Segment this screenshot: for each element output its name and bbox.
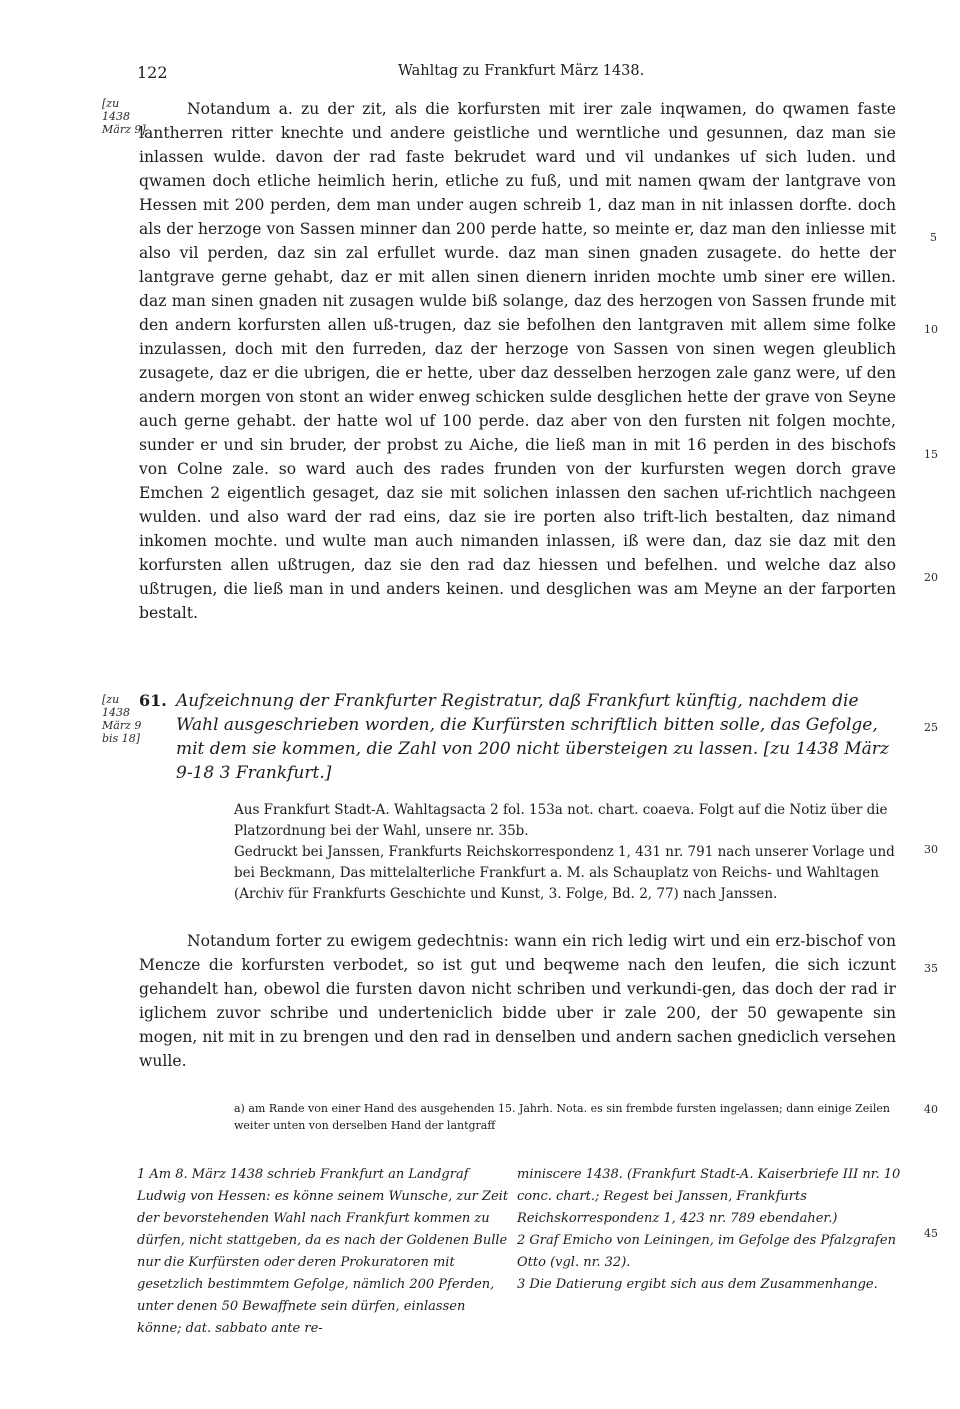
footnote-1-continued: miniscere 1438. (Frankfurt Stadt-A. Kaiserbriefe III nr. 10 conc. chart.; Regest bei Janssen, Frankfurts Reichskorrespondenz 1, 423 nr. 789 ebendaher.): [517, 1167, 901, 1226]
line-number: 15: [924, 448, 938, 461]
line-number: 45: [924, 1227, 938, 1240]
section-number: 61.: [139, 691, 167, 710]
side-note-line: bis 18]: [102, 732, 140, 745]
line-number: 35: [924, 962, 938, 975]
section-text: Notandum forter zu ewigem gedechtnis: wann ein rich ledig wirt und ein erz-bischof von Mencze die korfursten verbodet, so ist gut und beqweme nach den leufen, die sich iczunt gehandelt han, obewol die fursten davon nicht schriben und verkundi-gen, das doch der rad ir iglichem zuvor schribe und underteniclich bidde uber ir zale 200, der 50 gewapente sin mogen, nit mit in zu brengen und den rad in denselben und andern sachen gnediclich versehen wulle.: [139, 932, 896, 1070]
footnote-column-right: [517, 1164, 901, 1296]
side-note-line: 1438: [102, 706, 130, 719]
side-note-date-2: [102, 693, 141, 745]
section-title: Aufzeichnung der Frankfurter Registratur, daß Frankfurt künftig, nachdem die Wahl ausgeschrieben worden, die Kurfürsten schriftlich bitten solle, das Gefolge, mit dem sie kommen, die Zahl von 200 nicht übersteigen zu lassen. [zu 1438 März 9-18 3 Frankfurt.]: [176, 691, 889, 783]
source-printed: Gedruckt bei Janssen, Frankfurts Reichskorrespondenz 1, 431 nr. 791 nach unserer Vorlage und bei Beckmann, Das mittelalterliche Frankfurt a. M. als Schauplatz von Reichs- und Wahltagen (Archiv für Frankfurts Geschichte und Kunst, 3. Folge, Bd. 2, 77) nach Janssen.: [234, 844, 895, 902]
main-text-notandum: Notandum a. zu der zit, als die korfursten mit irer zale inqwamen, do qwamen faste lantherren ritter knechte und andere geistliche und werntliche und gesunnen, daz man sie inlassen wulde. davon der rad faste bekrudet ward und vil undankes uf sich luden. und qwamen doch etliche heimlich herin, etliche zu fuß, und mit namen qwam der lantgrave von Hessen mit 200 perden, dem man under augen schreib 1, daz man in nit inlassen dorfte. doch als der herzoge von Sassen minner dan 200 perde hatte, so meinte er, daz man den inliesse mit also vil perden, daz sin zal erfullet wurde. daz man sinen gnaden zusagete. do hette der lantgrave gerne gehabt, daz er mit allen sinen dienern inriden mochte umb siner ere willen. daz man sinen gnaden nit zusagen wulde biß solange, daz des herzogen von Sassen frunde mit den andern korfursten allen uß-trugen, daz sie befolhen den lantgraven mit allem sime folke inzulassen, doch mit den furreden, daz der herzoge von Sassen von sinen wegen gleublich zusagete, daz er die ubrigen, die er hette, uber daz desselben herzogen zale ganz were, uf den andern morgen von stont an wider enweg schicken sulde desglichen hette der grave von Seyne auch gerne gehabt. der hatte wol uf 100 perde. daz aber von den fursten nit folgen mochte, sunder er und sin bruder, der probst zu Aiche, die ließ man in mit 16 perden in des bischofs von Colne zale. so ward auch des rades frunden von der kurfursten wegen dorch grave Emchen 2 eigentlich gesaget, daz sie mit solichen inlassen den sachen uf-richtlich nachgeen wulden. und also ward der rad eins, daz sie ire porten also trift-lich bestalten, daz nimand inkomen mochte. und wulte man auch nimanden inlassen, iß were dan, daz sie daz mit den korfursten allen ußtrugen, daz sie den rad daz hiessen und befelhen. und welche daz also ußtrugen, die ließ man in und anders keinen. und desglichen was am Meyne an der farporten bestalt.: [139, 100, 896, 622]
side-note-line: März 9]: [102, 123, 146, 136]
footnote-3: 3 Die Datierung ergibt sich aus dem Zusammenhange.: [517, 1277, 878, 1292]
side-note-line: März 9: [102, 719, 142, 732]
line-number: 20: [924, 571, 938, 584]
footnote-1: 1 Am 8. März 1438 schrieb Frankfurt an Landgraf Ludwig von Hessen: es könne seinem Wunsche, zur Zeit der bevorstehenden Wahl nach Frankfurt kommen zu dürfen, nicht stattgeben, da es nach der Goldenen Bulle nur die Kurfürsten oder deren Prokuratoren mit gesetzlich bestimmtem Gefolge, nämlich 200 Pferden, unter denen 50 Bewaffnete sein dürfen, einlassen könne; dat. sabbato ante re-: [137, 1167, 509, 1336]
source-notes: [234, 800, 898, 905]
footnote-2: 2 Graf Emicho von Leiningen, im Gefolge des Pfalzgrafen Otto (vgl. nr. 32).: [517, 1233, 896, 1270]
page-number: 122: [137, 63, 168, 82]
side-note-line: [zu: [102, 693, 120, 706]
line-number: 10: [924, 323, 938, 336]
line-number: 5: [930, 231, 937, 244]
side-note-line: 1438: [102, 110, 130, 123]
section-heading: [139, 689, 902, 785]
source-archive: Aus Frankfurt Stadt-A. Wahltagsacta 2 fol. 153a not. chart. coaeva. Folgt auf die Notiz über die Platzordnung bei der Wahl, unsere nr. 35b.: [234, 802, 888, 839]
variant-note: a) am Rande von einer Hand des ausgehenden 15. Jahrh. Nota. es sin frembde fursten ingelassen; dann einige Zeilen weiter unten von derselben Hand der lantgraff: [234, 1102, 890, 1132]
footnote-column-left: [137, 1164, 509, 1340]
line-number: 25: [924, 721, 938, 734]
line-number: 40: [924, 1103, 938, 1116]
line-number: 30: [924, 843, 938, 856]
side-note-line: [zu: [102, 97, 120, 110]
running-title: Wahltag zu Frankfurt März 1438.: [398, 63, 645, 79]
